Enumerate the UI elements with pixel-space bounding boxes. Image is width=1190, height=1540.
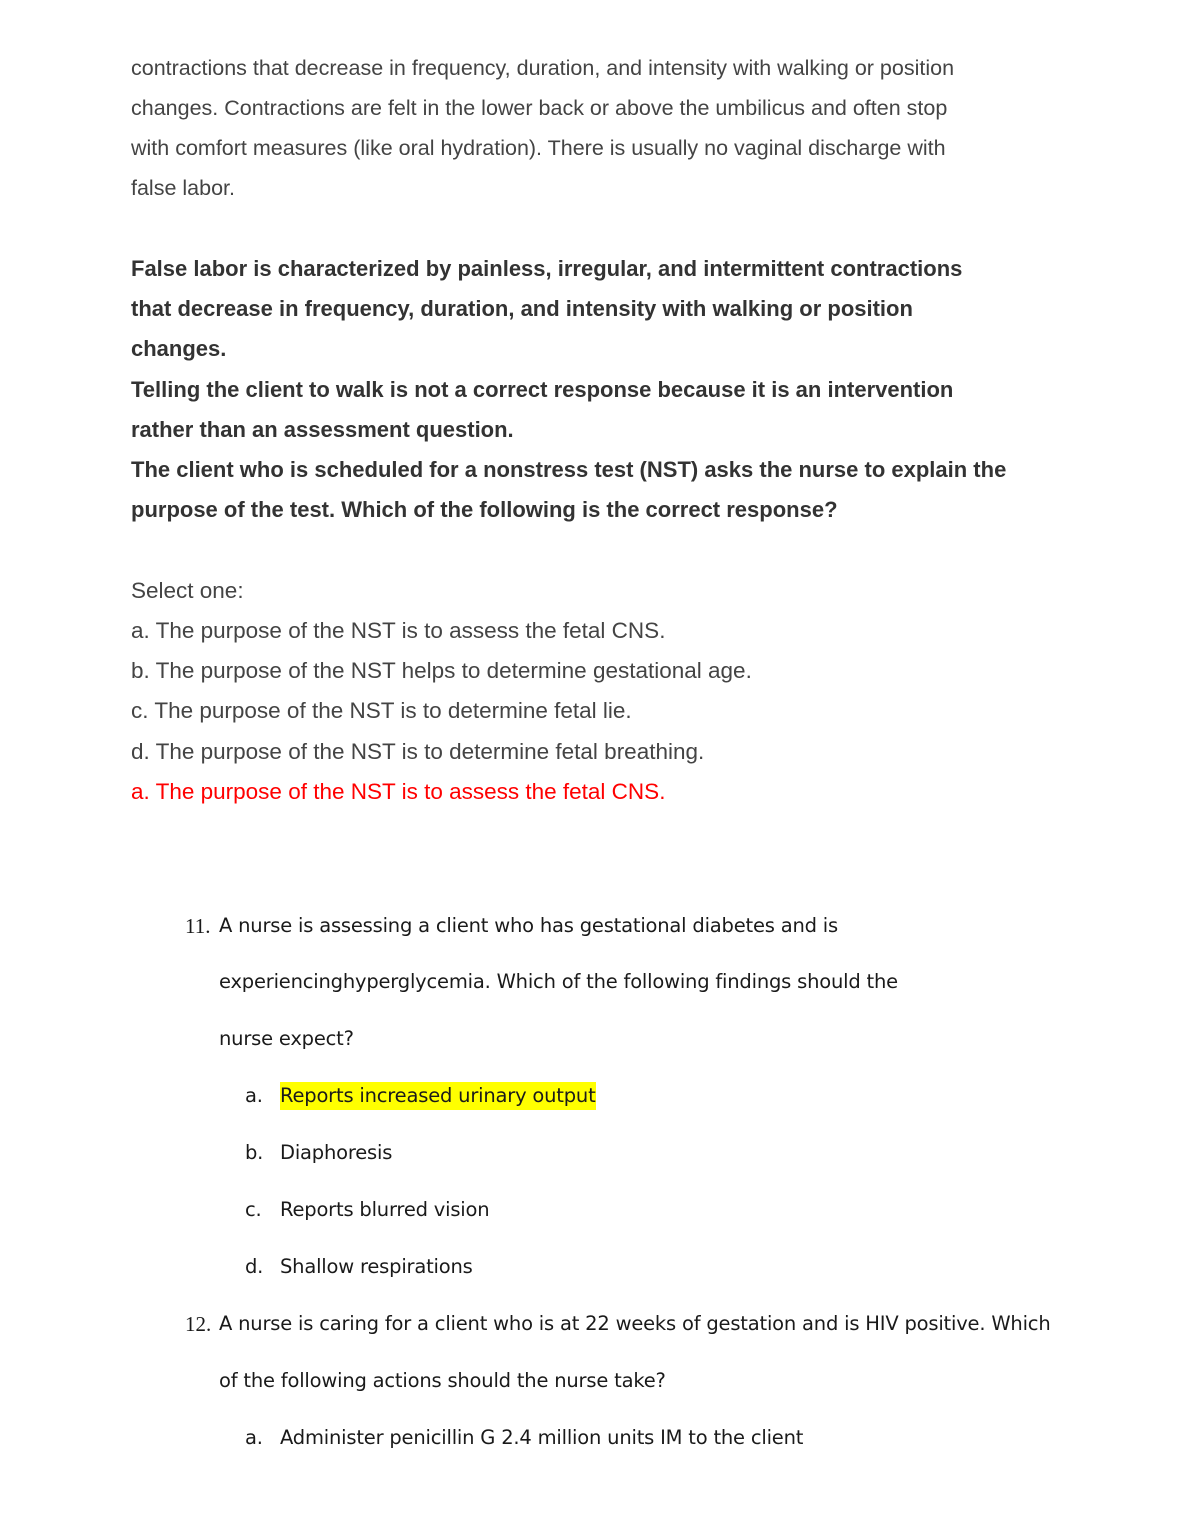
- q11-option-d-text: Shallow respirations: [280, 1255, 473, 1278]
- nst-question-line-2: purpose of the test. Which of the following is the correct response?: [131, 497, 838, 522]
- nst-option-c: c. The purpose of the NST is to determine fetal lie.: [131, 698, 632, 723]
- question-11-line-3: nurse expect?: [219, 1027, 354, 1050]
- question-11-line-2: experiencinghyperglycemia. Which of the following findings should the: [219, 970, 898, 993]
- rationale-line-3: changes.: [131, 336, 227, 361]
- rationale-line-5: rather than an assessment question.: [131, 417, 514, 442]
- nst-question-line-1: The client who is scheduled for a nonstress test (NST) asks the nurse to explain the: [131, 457, 1007, 482]
- q11-option-a-text: Reports increased urinary output: [280, 1082, 596, 1110]
- nst-option-a: a. The purpose of the NST is to assess the fetal CNS.: [131, 618, 666, 643]
- rationale-line-1: False labor is characterized by painless, irregular, and intermittent contractions: [131, 256, 963, 281]
- q11-option-a-letter: a.: [245, 1084, 263, 1107]
- question-12-line-2: of the following actions should the nurse take?: [219, 1369, 666, 1392]
- q11-option-c-letter: c.: [245, 1198, 262, 1221]
- intro-line-2: changes. Contractions are felt in the lower back or above the umbilicus and often stop: [131, 96, 948, 120]
- rationale-line-2: that decrease in frequency, duration, and intensity with walking or position: [131, 296, 913, 321]
- select-one-label: Select one:: [131, 578, 244, 603]
- question-12-line-1: A nurse is caring for a client who is at 22 weeks of gestation and is HIV positive. Which: [219, 1312, 1051, 1335]
- intro-line-3: with comfort measures (like oral hydration). There is usually no vaginal discharge with: [131, 136, 946, 160]
- question-11-number: 11.: [185, 914, 211, 938]
- q11-option-b-text: Diaphoresis: [280, 1141, 393, 1164]
- question-12-number: 12.: [185, 1312, 212, 1336]
- q12-option-a-text: Administer penicillin G 2.4 million units IM to the client: [280, 1426, 804, 1449]
- q12-option-a-letter: a.: [245, 1426, 263, 1449]
- q11-option-c-text: Reports blurred vision: [280, 1198, 490, 1221]
- nst-option-d: d. The purpose of the NST is to determine fetal breathing.: [131, 739, 705, 764]
- q11-option-d-letter: d.: [245, 1255, 264, 1278]
- nst-answer: a. The purpose of the NST is to assess the fetal CNS.: [131, 779, 666, 804]
- nst-option-b: b. The purpose of the NST helps to determine gestational age.: [131, 658, 752, 683]
- question-11-line-1: A nurse is assessing a client who has gestational diabetes and is: [219, 914, 838, 937]
- q11-option-b-letter: b.: [245, 1141, 264, 1164]
- intro-line-1: contractions that decrease in frequency, duration, and intensity with walking or position: [131, 56, 955, 80]
- intro-line-4: false labor.: [131, 176, 235, 200]
- rationale-line-4: Telling the client to walk is not a correct response because it is an intervention: [131, 377, 954, 402]
